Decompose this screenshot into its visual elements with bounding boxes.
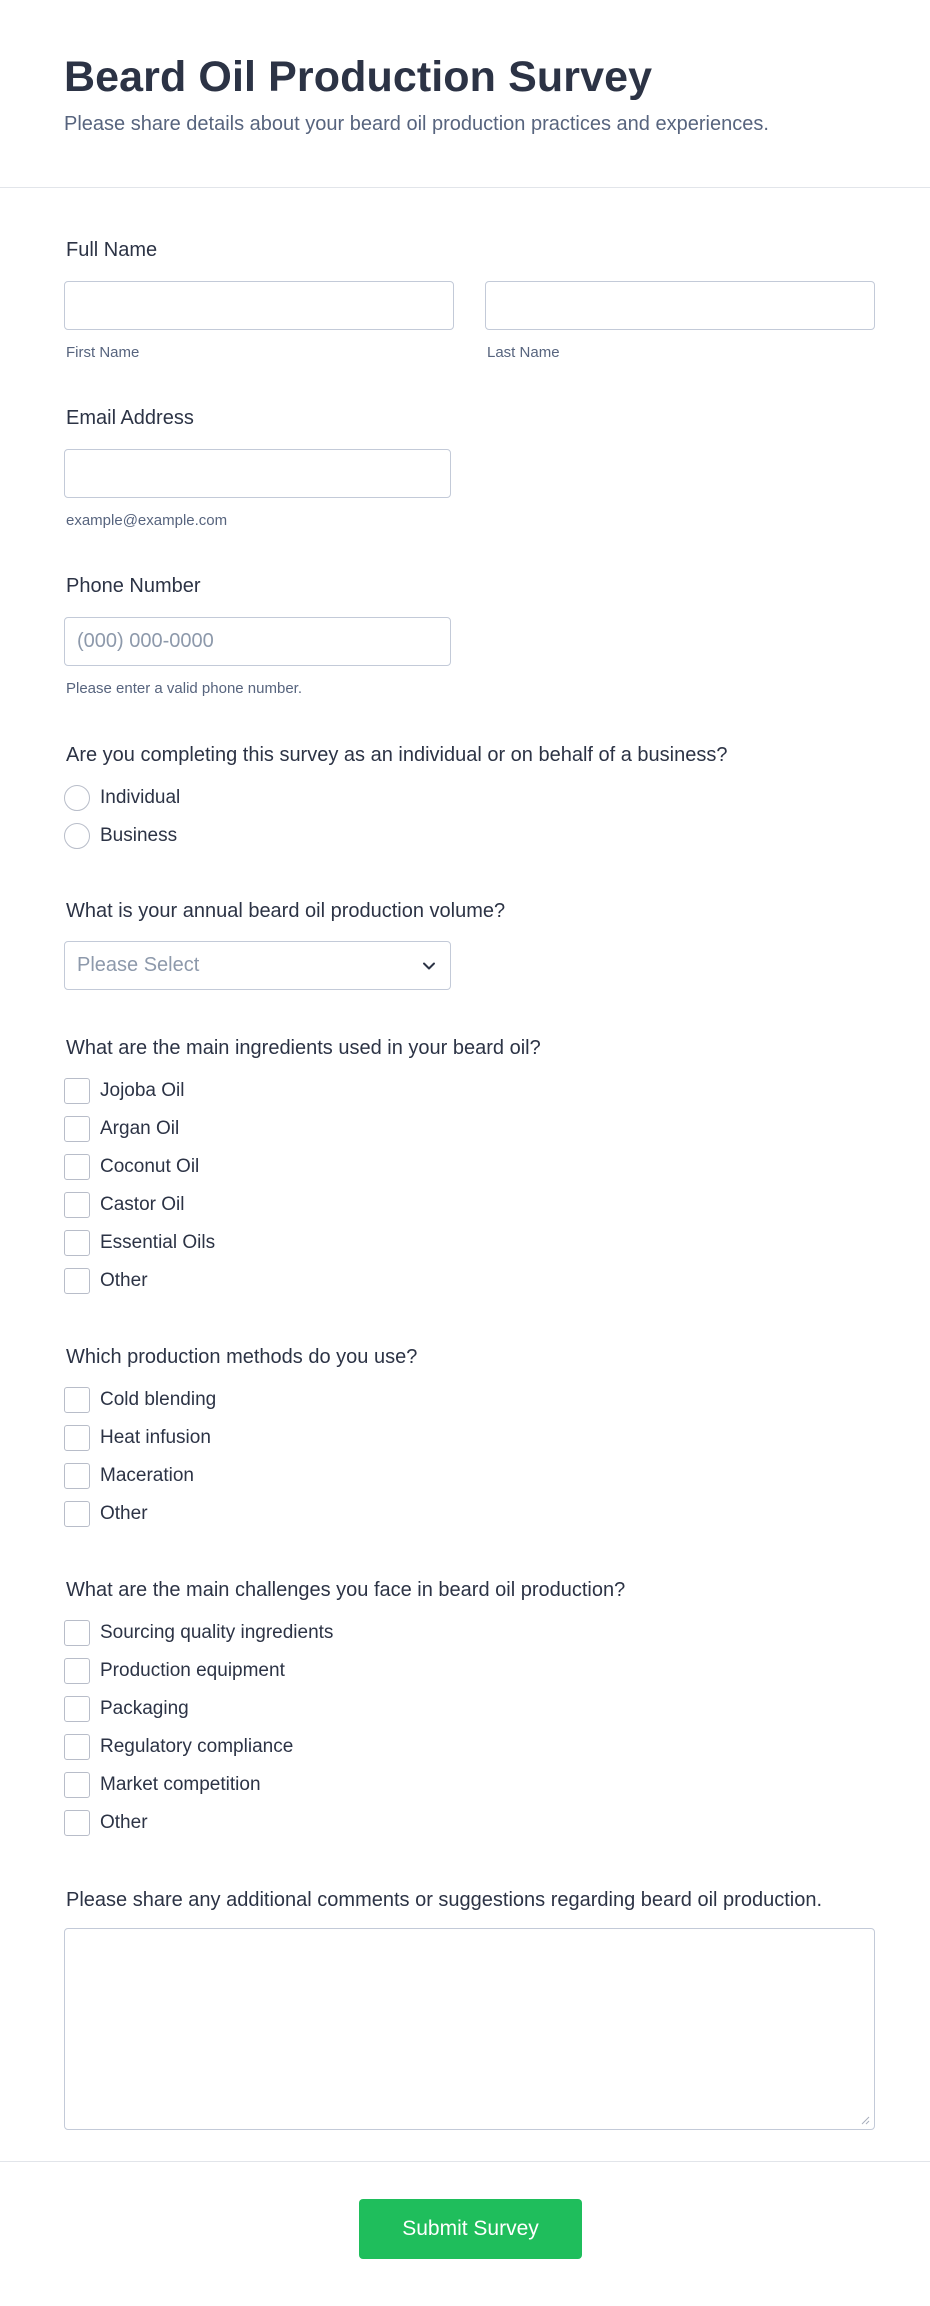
checkbox-option-label: Coconut Oil	[100, 1156, 200, 1177]
checkbox-option-label: Heat infusion	[100, 1427, 211, 1448]
checkbox-option-label: Other	[100, 1270, 148, 1291]
submit-survey-button[interactable]: Submit Survey	[359, 2199, 582, 2259]
respondent-type-section	[64, 743, 875, 863]
volume-select[interactable]	[64, 941, 451, 990]
phone-sublabel: Please enter a valid phone number.	[66, 680, 302, 697]
form-header	[0, 0, 930, 188]
checkbox[interactable]	[64, 1192, 90, 1218]
checkbox-option-castor-oil[interactable]	[64, 1191, 184, 1219]
last-name-input[interactable]	[485, 281, 875, 330]
ingredients-section	[64, 1036, 875, 1296]
radio-option-business[interactable]	[64, 822, 177, 850]
email-label: Email Address	[66, 407, 194, 429]
checkbox[interactable]	[64, 1387, 90, 1413]
comments-section	[64, 1888, 875, 2134]
checkbox-option-label: Castor Oil	[100, 1194, 185, 1215]
radio-option-individual[interactable]	[64, 784, 180, 812]
checkbox[interactable]	[64, 1230, 90, 1256]
form-footer	[0, 2161, 930, 2306]
first-name-input[interactable]	[64, 281, 454, 330]
email-sublabel: example@example.com	[66, 512, 228, 529]
full-name-section	[64, 238, 875, 368]
email-section	[64, 406, 875, 536]
checkbox-option-other[interactable]	[64, 1809, 148, 1837]
checkbox-option-regulatory[interactable]	[64, 1733, 293, 1761]
checkbox[interactable]	[64, 1734, 90, 1760]
checkbox-option-label: Argan Oil	[100, 1118, 180, 1139]
checkbox-option-other[interactable]	[64, 1500, 148, 1528]
resize-grip-icon[interactable]	[860, 2115, 870, 2125]
checkbox[interactable]	[64, 1810, 90, 1836]
respondent-type-label: Are you completing this survey as an individual or on behalf of a business?	[66, 744, 728, 766]
checkbox[interactable]	[64, 1078, 90, 1104]
checkbox-option-label: Maceration	[100, 1465, 194, 1486]
volume-label: What is your annual beard oil production volume?	[66, 900, 506, 922]
checkbox[interactable]	[64, 1658, 90, 1684]
phone-input[interactable]	[64, 617, 451, 666]
radio-button[interactable]	[64, 785, 90, 811]
challenges-section	[64, 1578, 875, 1838]
radio-option-label: Business	[100, 825, 178, 846]
checkbox[interactable]	[64, 1463, 90, 1489]
phone-section	[64, 574, 875, 704]
page-subtitle: Please share details about your beard oil production practices and experiences.	[64, 113, 769, 135]
checkbox-option-sourcing[interactable]	[64, 1619, 333, 1647]
checkbox-option-heat-infusion[interactable]	[64, 1424, 211, 1452]
checkbox-option-competition[interactable]	[64, 1771, 261, 1799]
checkbox-option-equipment[interactable]	[64, 1657, 285, 1685]
checkbox-option-label: Production equipment	[100, 1660, 285, 1681]
volume-select-placeholder: Please Select	[77, 954, 200, 976]
page-title: Beard Oil Production Survey	[64, 53, 653, 101]
checkbox-option-label: Regulatory compliance	[100, 1736, 294, 1757]
first-name-sublabel: First Name	[66, 344, 140, 361]
checkbox-option-label: Cold blending	[100, 1389, 217, 1410]
checkbox-option-maceration[interactable]	[64, 1462, 194, 1490]
checkbox[interactable]	[64, 1425, 90, 1451]
checkbox[interactable]	[64, 1696, 90, 1722]
methods-section	[64, 1345, 875, 1535]
radio-option-label: Individual	[100, 787, 181, 808]
chevron-down-icon	[420, 957, 438, 975]
checkbox[interactable]	[64, 1268, 90, 1294]
checkbox-option-argan-oil[interactable]	[64, 1115, 179, 1143]
last-name-sublabel: Last Name	[487, 344, 560, 361]
checkbox-option-label: Essential Oils	[100, 1232, 216, 1253]
phone-label: Phone Number	[66, 575, 201, 597]
checkbox-option-jojoba-oil[interactable]	[64, 1077, 185, 1105]
volume-section	[64, 899, 875, 1009]
challenges-label: What are the main challenges you face in beard oil production?	[66, 1579, 626, 1601]
comments-label: Please share any additional comments or suggestions regarding beard oil production.	[66, 1889, 823, 1911]
email-input[interactable]	[64, 449, 451, 498]
checkbox-option-other[interactable]	[64, 1267, 148, 1295]
checkbox[interactable]	[64, 1154, 90, 1180]
checkbox-option-label: Jojoba Oil	[100, 1080, 185, 1101]
checkbox-option-label: Market competition	[100, 1774, 261, 1795]
checkbox-option-coconut-oil[interactable]	[64, 1153, 199, 1181]
checkbox-option-essential-oils[interactable]	[64, 1229, 215, 1257]
full-name-label: Full Name	[66, 239, 158, 261]
checkbox-option-label: Packaging	[100, 1698, 189, 1719]
ingredients-label: What are the main ingredients used in your beard oil?	[66, 1037, 541, 1059]
checkbox-option-packaging[interactable]	[64, 1695, 189, 1723]
checkbox[interactable]	[64, 1772, 90, 1798]
radio-button[interactable]	[64, 823, 90, 849]
methods-label: Which production methods do you use?	[66, 1346, 418, 1368]
checkbox[interactable]	[64, 1501, 90, 1527]
checkbox-option-label: Other	[100, 1503, 148, 1524]
checkbox[interactable]	[64, 1116, 90, 1142]
checkbox-option-label: Sourcing quality ingredients	[100, 1622, 334, 1643]
checkbox-option-label: Other	[100, 1812, 148, 1833]
checkbox-option-cold-blending[interactable]	[64, 1386, 216, 1414]
comments-textarea[interactable]	[64, 1928, 875, 2130]
checkbox[interactable]	[64, 1620, 90, 1646]
